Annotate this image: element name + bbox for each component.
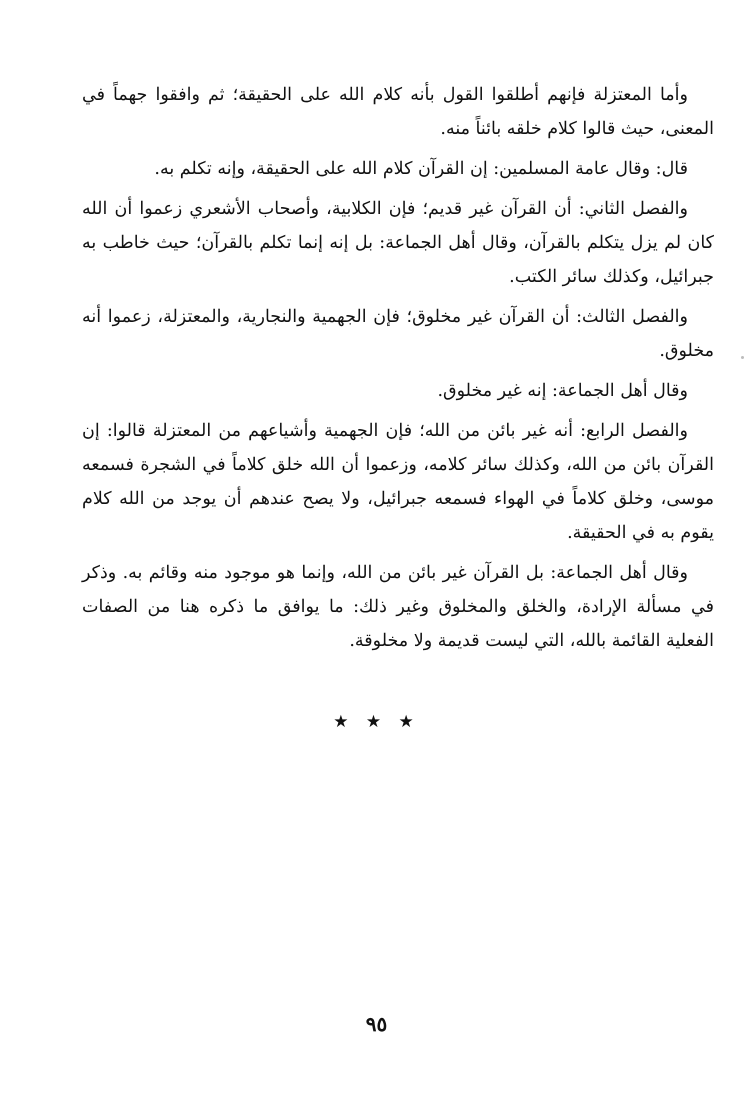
page-body xyxy=(82,78,714,664)
paragraph-jamaa-statement: وقال أهل الجماعة: إنه غير مخلوق. xyxy=(437,381,688,401)
margin-speck xyxy=(741,356,744,359)
paragraph-mutazila: وأما المعتزلة فإنهم أطلقوا القول بأنه كلام الله على الحقيقة؛ ثم وافقوا جهماً في المعنى، حيث قالوا كلام خلقه بائناً منه. xyxy=(82,85,714,139)
page-number: ٩٥ xyxy=(365,1012,388,1036)
paragraph-closing: وقال أهل الجماعة: بل القرآن غير بائن من الله، وإنما هو موجود منه وقائم به. وذكر في مسألة الإرادة، والخلق والمخلوق وغير ذلك: ما يوافق ما ذكره هنا من الصفات الفعلية القائمة بالله، التي ليست قديمة ولا مخلوقة. xyxy=(82,563,714,651)
section-separator-stars: ★ ★ ★ xyxy=(333,712,420,732)
paragraph-second-section: والفصل الثاني: أن القرآن غير قديم؛ فإن الكلابية، وأصحاب الأشعري زعموا أن الله كان لم يزل يتكلم بالقرآن، وقال أهل الجماعة: بل إنه إنما تكلم بالقرآن؛ حيث خاطب به جبرائيل، وكذلك سائر الكتب. xyxy=(82,199,714,287)
paragraph-fourth-section: والفصل الرابع: أنه غير بائن من الله؛ فإن الجهمية وأشياعهم من المعتزلة قالوا: إن القرآن بائن من الله، وكذلك سائر كلامه، وزعموا أن الله خلق كلاماً في الشجرة فسمعه موسى، وخلق كلاماً في الهواء فسمعه جبرائيل، ولا يصح عندهم أن يوجد من الله كلام يقوم به في الحقيقة. xyxy=(82,421,714,543)
paragraph-muslims-statement: قال: وقال عامة المسلمين: إن القرآن كلام الله على الحقيقة، وإنه تكلم به. xyxy=(154,159,688,179)
paragraph-third-section: والفصل الثالث: أن القرآن غير مخلوق؛ فإن الجهمية والنجارية، والمعتزلة، زعموا أنه مخلوق. xyxy=(82,307,714,361)
